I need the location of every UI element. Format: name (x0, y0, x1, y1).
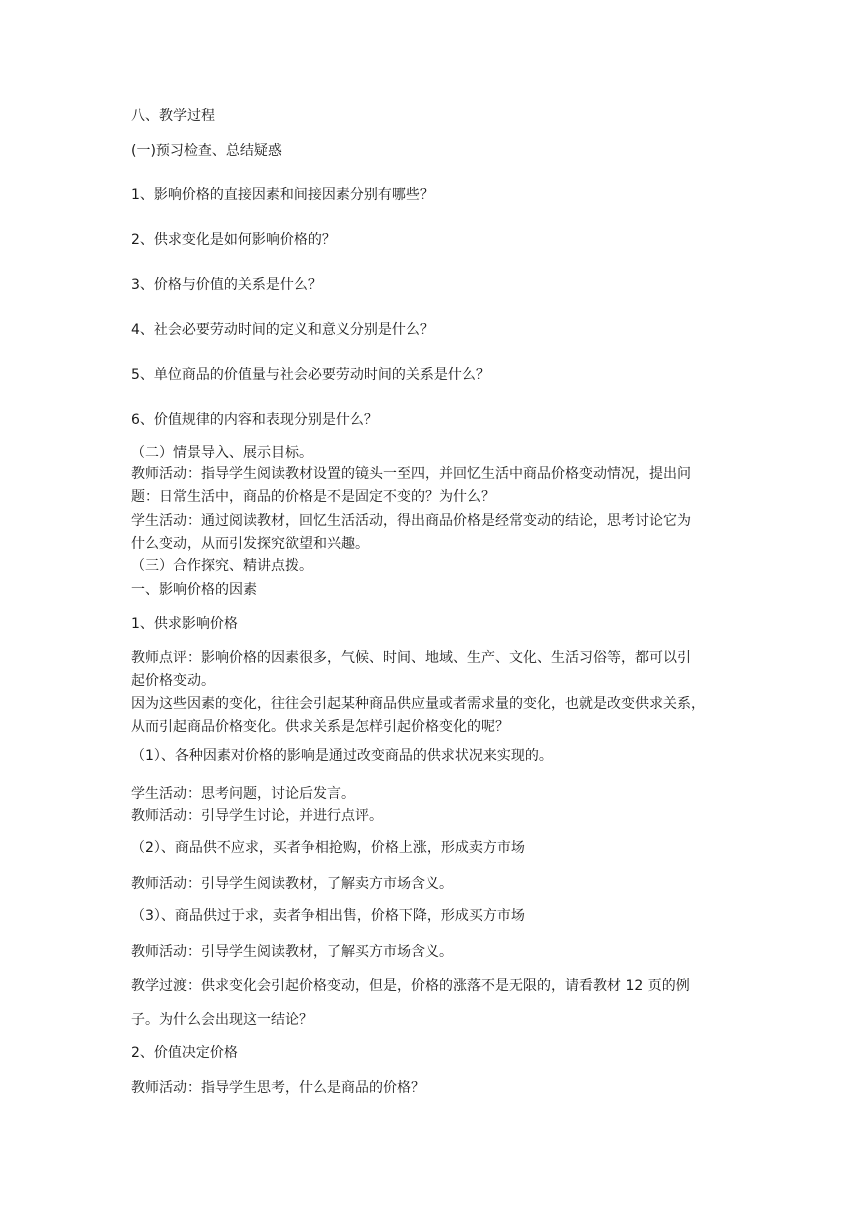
question-1: 1、影响价格的直接因素和间接因素分别有哪些？ (131, 187, 434, 203)
paragraph-line: 教师活动：引导学生阅读教材，了解卖方市场含义。 (131, 876, 453, 892)
paragraph-line: 学生活动：思考问题，讨论后发言。 (131, 786, 355, 802)
paragraph-line: 教学过渡：供求变化会引起价格变动，但是，价格的涨落不是无限的，请看教材 12 页的例 (131, 978, 690, 994)
question-2: 2、供求变化是如何影响价格的？ (131, 232, 336, 248)
section-heading: 八、教学过程 (131, 108, 215, 124)
subsection-heading: （三）合作探究、精讲点拨。 (131, 558, 313, 574)
subsection-heading: （二）情景导入、展示目标。 (131, 445, 313, 461)
subsection-heading: 2、价值决定价格 (131, 1045, 238, 1061)
list-item: （3）、商品供过于求，卖者争相出售，价格下降，形成买方市场 (131, 908, 525, 924)
paragraph-line: 学生活动：通过阅读教材，回忆生活活动，得出商品价格是经常变动的结论，思考讨论它为 (131, 513, 691, 529)
paragraph-line: 起价格变动。 (131, 673, 215, 689)
section-heading: 一、影响价格的因素 (131, 582, 257, 598)
question-6: 6、价值规律的内容和表现分别是什么？ (131, 412, 378, 428)
question-5: 5、单位商品的价值量与社会必要劳动时间的关系是什么？ (131, 367, 490, 383)
subsection-heading: 1、供求影响价格 (131, 616, 238, 632)
paragraph-line: 从而引起商品价格变化。供求关系是怎样引起价格变化的呢？ (131, 719, 509, 735)
question-4: 4、社会必要劳动时间的定义和意义分别是什么？ (131, 322, 434, 338)
subsection-heading: (一)预习检查、总结疑惑 (131, 143, 282, 159)
list-item: （1）、各种因素对价格的影响是通过改变商品的供求状况来实现的。 (131, 748, 553, 764)
question-3: 3、价格与价值的关系是什么？ (131, 277, 322, 293)
paragraph-line: 什么变动，从而引发探究欲望和兴趣。 (131, 536, 369, 552)
paragraph-line: 子。为什么会出现这一结论？ (131, 1012, 313, 1028)
paragraph-line: 教师点评：影响价格的因素很多，气候、时间、地域、生产、文化、生活习俗等，都可以引 (131, 650, 691, 666)
paragraph-line: 题：日常生活中，商品的价格是不是固定不变的？为什么？ (131, 489, 495, 505)
paragraph-line: 因为这些因素的变化，往往会引起某种商品供应量或者需求量的变化，也就是改变供求关系， (131, 696, 705, 712)
paragraph-line: 教师活动：引导学生讨论，并进行点评。 (131, 808, 383, 824)
paragraph-line: 教师活动：指导学生思考，什么是商品的价格？ (131, 1080, 425, 1096)
paragraph-line: 教师活动：引导学生阅读教材，了解买方市场含义。 (131, 944, 453, 960)
list-item: （2）、商品供不应求，买者争相抢购，价格上涨，形成卖方市场 (131, 840, 525, 856)
paragraph-line: 教师活动：指导学生阅读教材设置的镜头一至四，并回忆生活中商品价格变动情况，提出问 (131, 466, 691, 482)
